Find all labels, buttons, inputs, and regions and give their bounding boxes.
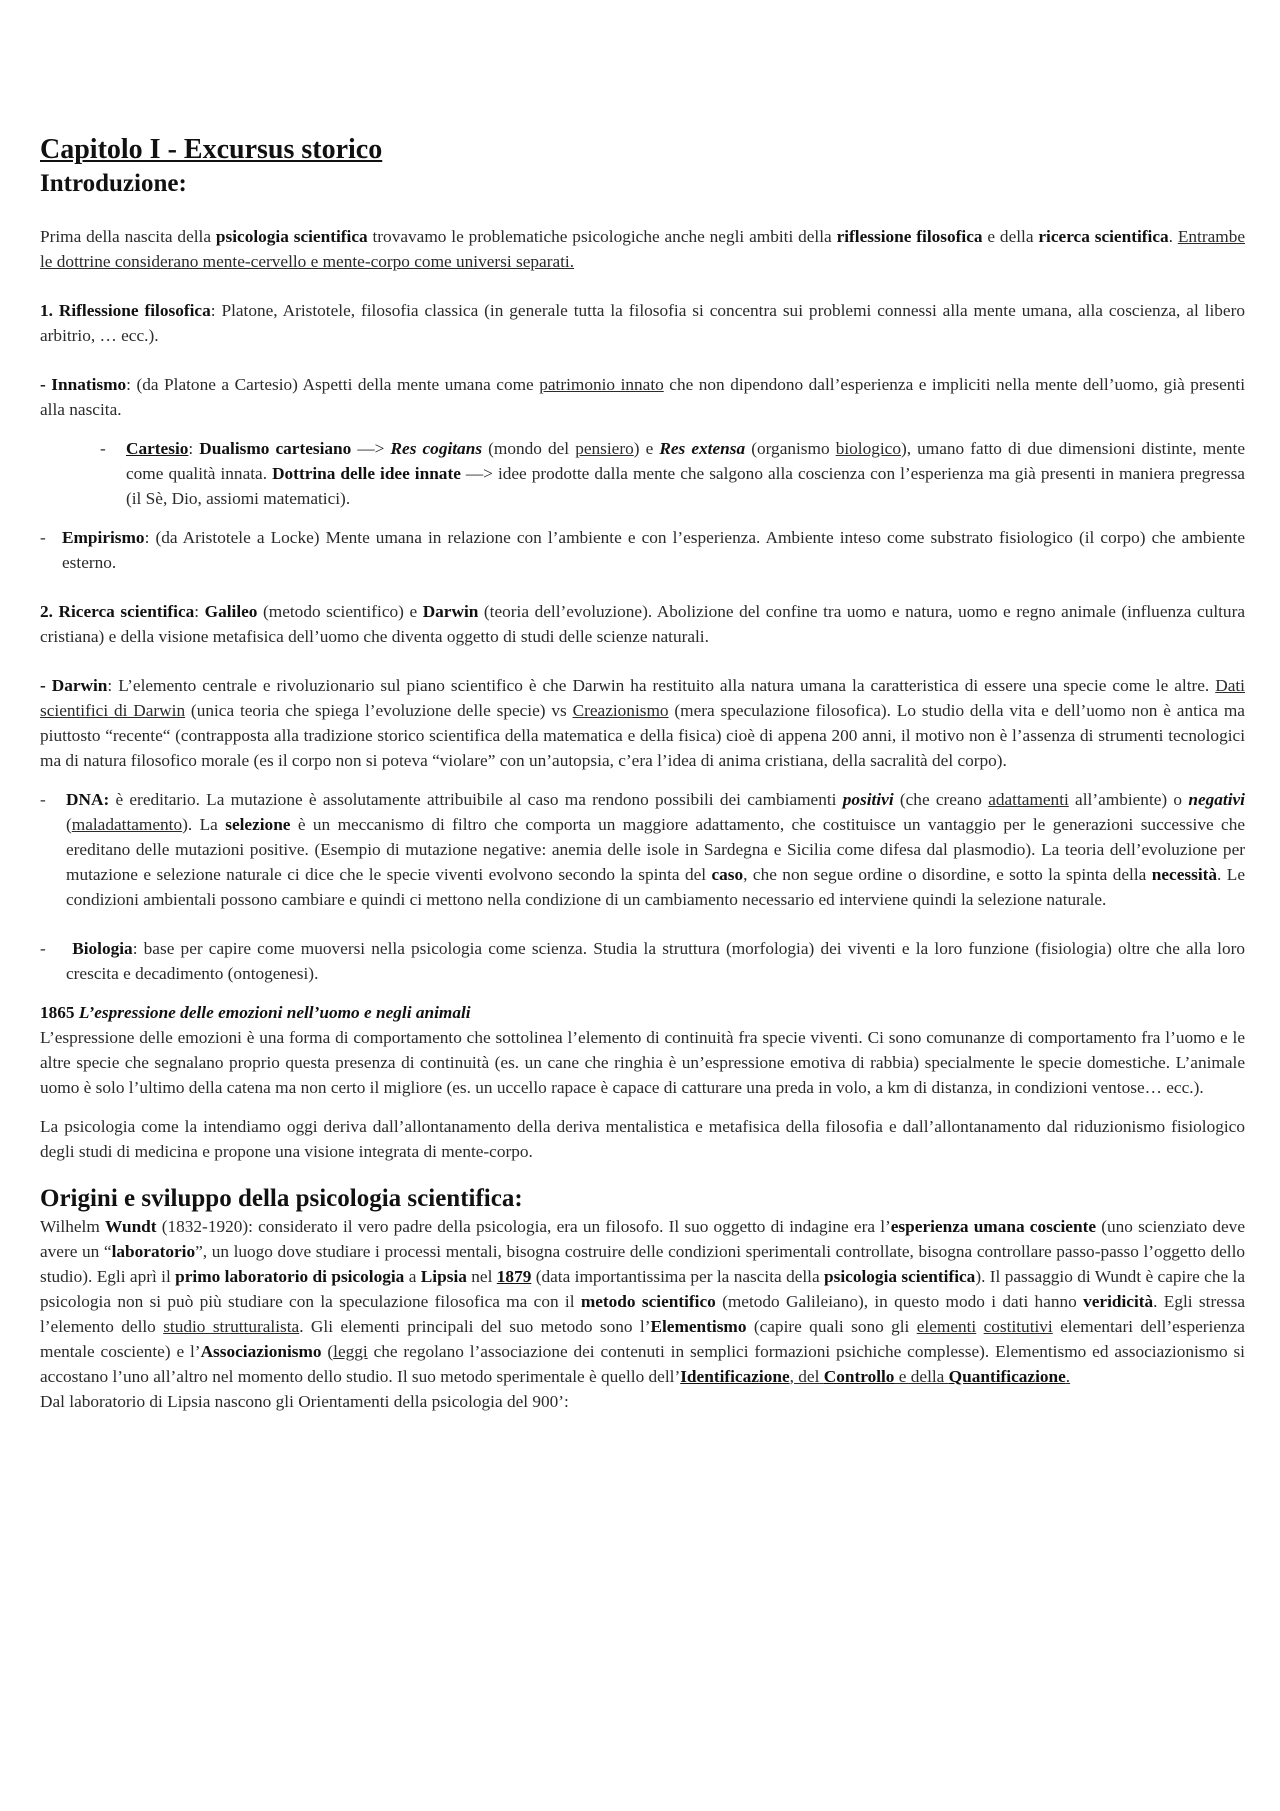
conclusion-paragraph: La psicologia come la intendiamo oggi deriva dall’allontanamento della deriva mentalistica e metafisica della filosofia e dall’allontanamento dal riduzionismo fisiologico degli studi di medicina e propone una visione integrata di mente-corpo. bbox=[40, 1117, 1245, 1161]
section-heading-introduzione: Introduzione: bbox=[40, 170, 187, 197]
ricerca-scientifica-paragraph: 2. Ricerca scientifica: Galileo (metodo scientifico) e Darwin (teoria dell’evoluzione). Abolizione del confine tra uomo e natura, uomo e regno animale (influenza cultura cristiana) e della visione metafisica dell’uomo che diventa oggetto di studi delle scienze naturali. bbox=[40, 602, 1246, 646]
intro-paragraph: Prima della nascita della psicologia scientifica trovavamo le problematiche psicologiche anche negli ambiti della riflessione filosofica e della ricerca scientifica. Entrambe le dottrine considerano mente-cervello e mente-corpo come universi separati. bbox=[40, 227, 1246, 271]
emozioni-heading: 1865 L’espressione delle emozioni nell’uomo e negli animali bbox=[40, 1003, 471, 1022]
dna-list-item: - DNA: è ereditario. La mutazione è assolutamente attribuibile al caso ma rendono possibili dei cambiamenti positivi (che creano adattamenti all’ambiente) o negativi (maladattamento). La selezione è un meccanismo di filtro che comporta un maggiore adattamento, che costituisce un vantaggio per le generazioni successive che ereditano delle mutazioni positive. (Esempio di mutazione negative: anemia delle isole in Sardegna e Sicilia come difesa dal plasmodio). La teoria dell’evoluzione per mutazione e selezione naturale ci dice che le specie viventi evolvono secondo la spinta del caso, che non segue ordine o disordine, e sotto la spinta della necessità. Le condizioni ambientali possono cambiare e quindi ci mettono nella condizione di un cambiamento necessario ed interviene quindi la selezione naturale. bbox=[40, 787, 1245, 912]
wundt-paragraph: Wilhelm Wundt (1832-1920): considerato il vero padre della psicologia, era un filosofo. Il suo oggetto di indagine era l’esperienza umana cosciente (uno scienziato deve avere un “laboratorio”, un luogo dove studiare i processi mentali, bisogna costruire delle condizioni sperimentali controllate, bisogna controllare passo-passo l’oggetto dello studio). Egli aprì il primo laboratorio di psicologia a Lipsia nel 1879 (data importantissima per la nascita della psicologia scientifica). Il passaggio di Wundt è capire che la psicologia non si può più studiare con la speculazione filosofica ma con il metodo scientifico (metodo Galileiano), in questo modo i dati hanno veridicità. Egli stressa l’elemento dello studio strutturalista. Gli elementi principali del suo metodo sono l’Elementismo (capire quali sono gli elementi costitutivi elementari dell’esperienza mentale cosciente) e l’Associazionismo (leggi che regolano l’associazione dei contenuti in semplici formazioni psichiche complesse). Elementismo ed associazionismo si accostano l’uno all’altro nel momento dello studio. Il suo metodo sperimentale è quello dell’Identificazione, del Controllo e della Quantificazione. bbox=[40, 1217, 1246, 1386]
empirismo-list-item: - Empirismo: (da Aristotele a Locke) Mente umana in relazione con l’ambiente e con l’esperienza. Ambiente inteso come substrato fisiologico (il corpo) che ambiente esterno. bbox=[40, 525, 1245, 575]
darwin-paragraph: - Darwin: L’elemento centrale e rivoluzionario sul piano scientifico è che Darwin ha restituito alla natura umana la caratteristica di essere una specie come le altre. Dati scientifici di Darwin (unica teoria che spiega l’evoluzione delle specie) vs Creazionismo (mera speculazione filosofica). Lo studio della vita e dell’uomo non è antica ma piuttosto “recente“ (contrapposta alla tradizione storico scientifica della matematica e della fisica) cioè di appena 200 anni, il motivo non è l’assenza di strumenti tecnologici ma di natura filosofico morale (es il corpo non si poteva “violare” con un’autopsia, c’era l’idea di anima cristiana, della sacralità del corpo). bbox=[40, 676, 1245, 770]
chapter-title: Capitolo I - Excursus storico bbox=[40, 134, 383, 165]
section-heading-origini: Origini e sviluppo della psicologia scientifica: bbox=[40, 1185, 523, 1212]
biologia-list-item: - Biologia: base per capire come muoversi nella psicologia come scienza. Studia la struttura (morfologia) dei viventi e la loro funzione (fisiologia) oltre che alla loro crescita e decadimento (ontogenesi). bbox=[40, 936, 1245, 986]
cartesio-list-item: - Cartesio: Dualismo cartesiano —> Res cogitans (mondo del pensiero) e Res extensa (organismo biologico), umano fatto di due dimensioni distinte, mente come qualità innata. Dottrina delle idee innate —> idee prodotte dalla mente che salgono alla coscienza con l’esperienza ma già presenti in maniera pregressa (il Sè, Dio, assiomi matematici). bbox=[100, 436, 1245, 511]
bullet-dash: - bbox=[40, 790, 46, 809]
emozioni-paragraph: L’espressione delle emozioni è una forma di comportamento che sottolinea l’elemento di continuità fra specie viventi. Ci sono comunanze di comportamento fra l’uomo e le altre specie che segnalano proprio questa presenza di continuità (es. un cane che ringhia è un’espressione emotiva di rabbia) specialmente le specie domestiche. L’animale uomo è solo l’ultimo della catena ma non certo il migliore (es. un uccello rapace è capace di catturare una preda in volo, a km di distanza, in condizioni ventose… ecc.). bbox=[40, 1028, 1245, 1097]
riflessione-filosofica-paragraph: 1. Riflessione filosofica: Platone, Aristotele, filosofia classica (in generale tutta la filosofia si concentra sui problemi connessi alla mente umana, alla coscienza, al libero arbitrio, … ecc.). bbox=[40, 301, 1245, 345]
bullet-dash: - bbox=[40, 939, 46, 958]
bullet-dash: - bbox=[100, 439, 106, 458]
bullet-dash: - bbox=[40, 528, 46, 547]
lipsia-line: Dal laboratorio di Lipsia nascono gli Orientamenti della psicologia del 900’: bbox=[40, 1392, 569, 1411]
document-page bbox=[40, 132, 1245, 1414]
innatismo-paragraph: - Innatismo: (da Platone a Cartesio) Aspetti della mente umana come patrimonio innato che non dipendono dall’esperienza e impliciti nella mente dell’uomo, già presenti alla nascita. bbox=[40, 375, 1246, 419]
